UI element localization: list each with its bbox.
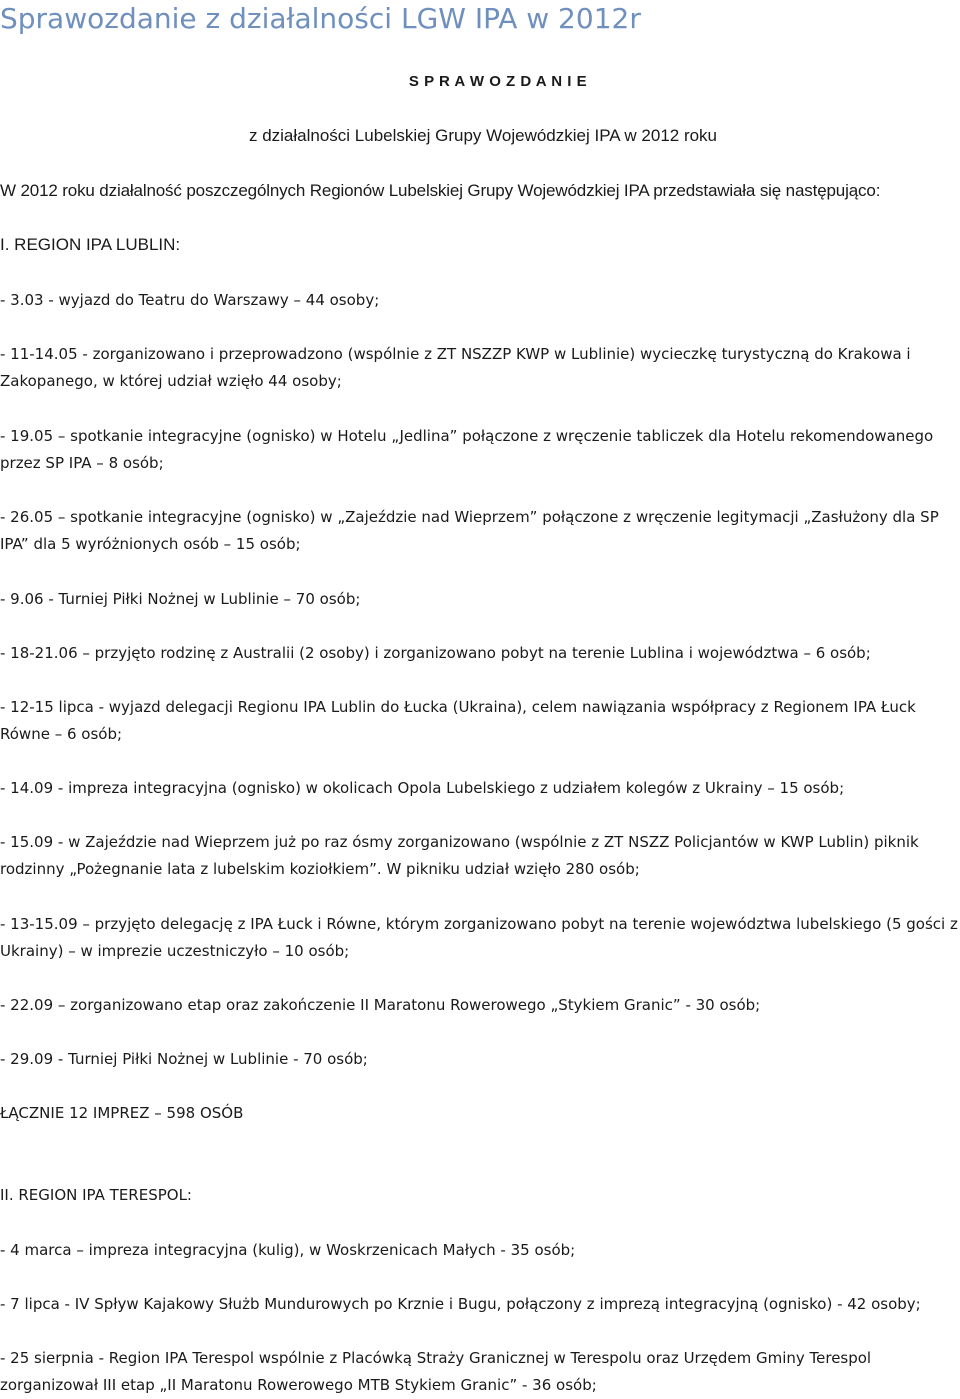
lublin-item: - 15.09 - w Zajeździe nad Wieprzem już po raz ósmy zorganizowano (wspólnie z ZT NSZZ Policjantów w KWP Lublin) piknik rodzinny „Pożegnanie lata z lubelskim koziołkiem”. W pikniku udział wzięło 280 osób;	[0, 833, 919, 878]
report-subheader: z działalności Lubelskiej Grupy Wojewódzkiej IPA w 2012 roku	[248, 126, 718, 145]
intro-paragraph: W 2012 roku działalność poszczególnych Regionów Lubelskiej Grupy Wojewódzkiej IPA przedstawiała się następująco:	[0, 181, 881, 200]
region-lublin-heading: I. REGION IPA LUBLIN:	[0, 235, 181, 254]
report-header: S P R A W O Z D A N I E	[408, 73, 588, 90]
terespol-item: - 4 marca – impreza integracyjna (kulig), w Woskrzenicach Małych - 35 osób;	[0, 1241, 576, 1259]
lublin-item: - 9.06 - Turniej Piłki Nożnej w Lublinie – 70 osób;	[0, 590, 361, 608]
lublin-item: - 19.05 – spotkanie integracyjne (ognisko) w Hotelu „Jedlina” połączone z wręczenie tabliczek dla Hotelu rekomendowanego przez SP IPA – 8 osób;	[0, 427, 934, 472]
region-terespol-heading: II. REGION IPA TERESPOL:	[0, 1186, 192, 1204]
lublin-item: - 3.03 - wyjazd do Teatru do Warszawy – 44 osoby;	[0, 291, 380, 309]
document-title: Sprawozdanie z działalności LGW IPA w 2012r	[0, 2, 641, 35]
lublin-item: - 22.09 – zorganizowano etap oraz zakończenie II Maratonu Rowerowego „Stykiem Granic” - 30 osób;	[0, 996, 761, 1014]
lublin-item: - 29.09 - Turniej Piłki Nożnej w Lublinie - 70 osób;	[0, 1050, 368, 1068]
lublin-item: - 13-15.09 – przyjęto delegację z IPA Łuck i Równe, którym zorganizowano pobyt na terenie województwa lubelskiego (5 gości z Ukrainy) – w imprezie uczestniczyło – 10 osób;	[0, 915, 958, 960]
terespol-item: - 7 lipca - IV Spływ Kajakowy Służb Mundurowych po Krznie i Bugu, połączony z imprezą integracyjną (ognisko) - 42 osoby;	[0, 1295, 921, 1313]
lublin-item: - 12-15 lipca - wyjazd delegacji Regionu IPA Lublin do Łucka (Ukraina), celem nawiązania współpracy z Regionem IPA Łuck Równe – 6 osób;	[0, 698, 916, 743]
lublin-total: ŁĄCZNIE 12 IMPREZ – 598 OSÓB	[0, 1104, 244, 1122]
lublin-item: - 26.05 – spotkanie integracyjne (ognisko) w „Zajeździe nad Wieprzem” połączone z wręczenie legitymacji „Zasłużony dla SP IPA” dla 5 wyróżnionych osób – 15 osób;	[0, 508, 939, 553]
lublin-item: - 14.09 - impreza integracyjna (ognisko) w okolicach Opola Lubelskiego z udziałem kolegów z Ukrainy – 15 osób;	[0, 779, 845, 797]
lublin-item: - 11-14.05 - zorganizowano i przeprowadzono (wspólnie z ZT NSZZP KWP w Lublinie) wycieczkę turystyczną do Krakowa i Zakopanego, w której udział wzięło 44 osoby;	[0, 345, 911, 390]
terespol-item: - 25 sierpnia - Region IPA Terespol wspólnie z Placówką Straży Granicznej w Terespolu oraz Urzędem Gminy Terespol zorganizował III etap „II Maratonu Rowerowego MTB Stykiem Granic” - 36 osób;	[0, 1349, 872, 1394]
lublin-item: - 18-21.06 – przyjęto rodzinę z Australii (2 osoby) i zorganizowano pobyt na terenie Lublina i województwa – 6 osób;	[0, 644, 871, 662]
